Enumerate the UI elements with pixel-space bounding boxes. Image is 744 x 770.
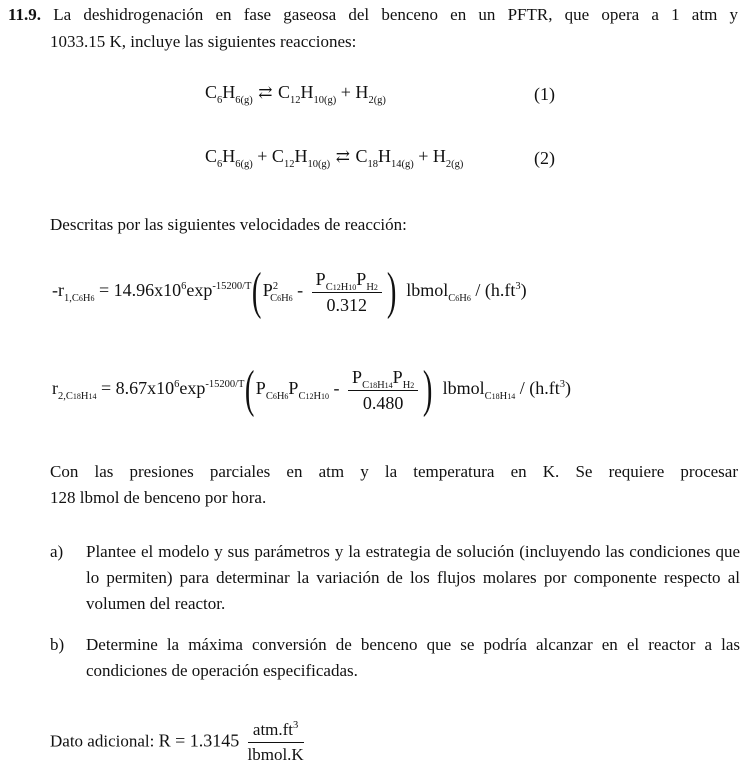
rate1-coefficient: = 14.96x10 xyxy=(98,280,182,301)
extra-numerator: atm.ft xyxy=(252,720,294,739)
equilibrium-arrow-icon: ⇄ xyxy=(335,147,350,166)
reaction-1-equation: $C_6H_{6(g)}$ ⇄ $C_{12}H_{10(g)} + H_{2(g)}$ xyxy=(205,82,386,106)
extra-data xyxy=(50,720,308,765)
rates-intro: Descritas por las siguientes velocidades de reacción: xyxy=(50,215,407,234)
list-item-text: Determine la máxima conversión de benceno que se podría alcanzar en el reactor a las condiciones de operación especificadas. xyxy=(86,635,740,680)
reaction-2-equation: $C_6H_{6(g)} + C_{12}H_{10(g)}$ ⇄ $C_{18}H_{14(g)} + H_{2(g)}$ xyxy=(205,146,464,170)
extra-r-value: R = 1.3145 xyxy=(158,730,240,751)
list-item-label: b) xyxy=(50,635,65,654)
rate1-fraction: $\frac{P_{C12H10}P_{H2}}{0.312}$ xyxy=(312,269,382,316)
conditions-line2: 128 lbmol de benceno por hora. xyxy=(50,488,267,507)
list-item-label: a) xyxy=(50,542,64,561)
rate1-unit-tail: / (h.ft xyxy=(475,280,516,301)
problem-intro-line1 xyxy=(8,2,738,28)
rate2-fraction: $\frac{P_{C18H14}P_{H2}}{0.480}$ xyxy=(348,367,418,414)
extra-denominator: lbmol.K xyxy=(247,745,304,764)
rate-equation-2: $r_{2,C18H14} = 8.67x10^6\exp^{-15200/T}(P_{C6H6}P_{C12H10}$ - $\frac{P_{C18H14}P_{H2}}{0.480}$ ) lbmol$_{C18H14}$ / $(h.ft^3)$ xyxy=(52,361,571,418)
rate2-denominator: 0.480 xyxy=(362,392,404,413)
rate2-coefficient: = 8.67x10 xyxy=(100,378,175,399)
conditions-line1: Con las presiones parciales en atm y la temperatura en K. Se requiere procesar xyxy=(50,462,738,481)
rate1-denominator: 0.312 xyxy=(326,294,368,315)
list-item-a xyxy=(50,539,740,619)
extra-label: Dato adicional: xyxy=(50,731,155,751)
right-paren-icon: ) xyxy=(386,263,397,320)
list-item-b xyxy=(50,632,740,686)
reaction-2-label: (2) xyxy=(534,148,555,168)
problem-intro-line2: 1033.15 K, incluye las siguientes reacciones: xyxy=(50,32,357,51)
left-paren-icon: ( xyxy=(252,263,262,320)
right-paren-icon: ) xyxy=(423,361,433,418)
list-item-text: Plantee el modelo y sus parámetros y la estrategia de solución (incluyendo las condiciones que lo permiten) para determinar la variación de los flujos molares por componente respecto al volumen del reactor. xyxy=(86,542,740,613)
equilibrium-arrow-icon: ⇄ xyxy=(258,83,273,102)
rate1-exponent: -15200/T xyxy=(212,281,252,293)
left-paren-icon: ( xyxy=(245,361,255,418)
rate2-exponent: -15200/T xyxy=(205,379,245,391)
rate-equation-1: $-r_{1,C6H6} = 14.96x10^6\exp^{-15200/T}(P^2_{C6H6}$ - $\frac{P_{C12H10}P_{H2}}{0.312}$ ) lbmol$_{C6H6}$ / $(h.ft^3)$ xyxy=(52,263,527,320)
reaction-1-label: (1) xyxy=(534,84,555,104)
problem-number: 11.9. xyxy=(8,5,42,24)
problem-intro-text: La deshidrogenación en fase gaseosa del benceno en un PFTR, que opera a 1 atm y xyxy=(53,5,738,24)
rate2-unit-tail: / (h.ft xyxy=(519,378,560,399)
extra-fraction: $\frac{atm.ft^3}{\text{lbmol.K}}$ xyxy=(247,720,304,764)
